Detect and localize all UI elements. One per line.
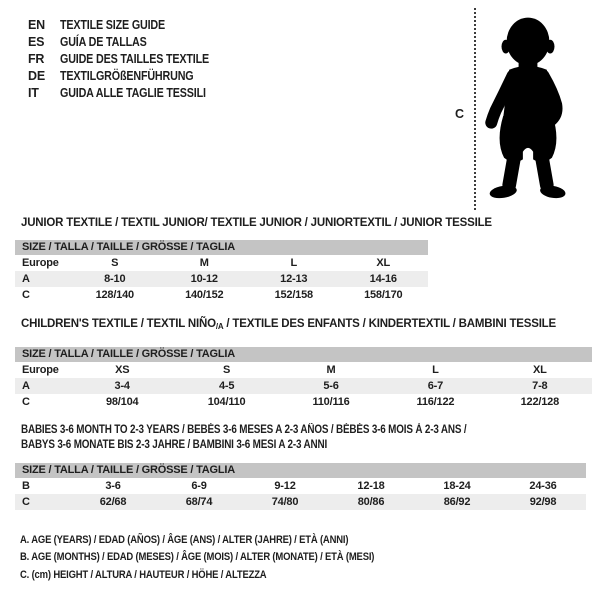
age-cell: 14-16: [369, 273, 397, 285]
legend-line-height-cm: C. (cm) HEIGHT / ALTURA / HAUTEUR / HÖHE / ALTEZZA: [20, 568, 267, 581]
size-cell: S: [223, 364, 231, 376]
children-size-table: [15, 347, 592, 410]
table-row-europe: [15, 362, 592, 378]
age-cell: 6-9: [191, 480, 207, 492]
height-cell: 62/68: [99, 496, 127, 508]
age-cell: 6-7: [427, 380, 444, 392]
language-code: EN: [28, 17, 45, 32]
age-cell: 3-6: [105, 480, 121, 492]
row-label: C: [22, 289, 30, 301]
table-row-age-years: [15, 271, 428, 287]
height-cell: 140/152: [185, 289, 224, 301]
age-cell: 5-6: [323, 380, 339, 392]
height-marker-label: C: [455, 107, 464, 121]
row-label: C: [22, 396, 30, 408]
children-title-subscript: /A: [215, 322, 224, 331]
junior-table-title: [21, 216, 492, 231]
height-cell: 92/98: [529, 496, 557, 508]
height-cell: 104/110: [207, 396, 246, 408]
age-cell: 3-4: [114, 380, 130, 392]
language-row-fr: [28, 50, 233, 67]
row-label: C: [22, 496, 30, 508]
size-cell: L: [432, 364, 439, 376]
size-header-text: SIZE / TALLA / TAILLE / GRÖSSE / TAGLIA: [22, 241, 236, 253]
height-cell: 68/74: [185, 496, 213, 508]
age-cell: 7-8: [532, 380, 548, 392]
junior-table-title-text: JUNIOR TEXTILE / TEXTIL JUNIOR/ TEXTILE JUNIOR / JUNIORTEXTIL / JUNIOR TESSILE: [21, 217, 492, 229]
height-cell: 98/104: [105, 396, 139, 408]
age-cell: 12-13: [280, 273, 308, 285]
size-cell: S: [111, 257, 119, 269]
babies-size-table: [15, 463, 586, 510]
babies-table-title: [21, 423, 539, 453]
size-cell: L: [290, 257, 298, 269]
legend: [20, 532, 432, 584]
baby-silhouette-image: [481, 8, 575, 210]
table-row-age-years: [15, 378, 592, 394]
language-title: GUÍA DE TALLAS: [60, 34, 147, 49]
junior-size-table: [15, 240, 428, 303]
age-cell: 24-36: [529, 480, 557, 492]
row-label: A: [22, 273, 30, 285]
age-cell: 12-18: [357, 480, 385, 492]
language-row-en: [28, 16, 233, 33]
size-header-band: [15, 347, 592, 362]
language-code: DE: [28, 68, 45, 83]
height-cell: 152/158: [274, 289, 313, 301]
size-header-text: SIZE / TALLA / TAILLE / GRÖSSE / TAGLIA: [22, 464, 236, 476]
language-row-it: [28, 84, 233, 101]
size-header-band: [15, 240, 428, 255]
legend-line-age-months: B. AGE (MONTHS) / EDAD (MESES) / ÂGE (MOIS) / ALTER (MONATE) / ETÀ (MESI): [20, 551, 375, 564]
age-cell: 9-12: [274, 480, 296, 492]
age-cell: 10-12: [190, 273, 218, 285]
height-cell: 158/170: [364, 289, 403, 301]
language-code: IT: [28, 85, 39, 100]
language-code: ES: [28, 34, 45, 49]
height-cell: 116/122: [416, 396, 455, 408]
language-code: FR: [28, 51, 45, 66]
height-dotted-line: [474, 8, 476, 210]
height-cell: 122/128: [520, 396, 560, 408]
children-table-title-text: [21, 318, 556, 330]
height-cell: 86/92: [443, 496, 471, 508]
children-title-post: / TEXTILE DES ENFANTS / KINDERTEXTIL / BAMBINI TESSILE: [223, 318, 556, 330]
table-row-height-cm: [15, 394, 592, 410]
row-label: B: [22, 480, 30, 492]
age-cell: 4-5: [218, 380, 235, 392]
table-row-height-cm: [15, 287, 428, 303]
table-row-age-months: [15, 478, 586, 494]
size-cell: XL: [376, 257, 391, 269]
children-table-title: [21, 317, 556, 334]
table-row-europe: [15, 255, 428, 271]
language-title: GUIDA ALLE TAGLIE TESSILI: [60, 85, 206, 100]
table-row-height-cm: [15, 494, 586, 510]
size-cell: XS: [115, 364, 130, 376]
babies-table-title-line2: BABYS 3-6 MONATE BIS 2-3 JAHRE / BAMBINI 3-6 MESI A 2-3 ANNI: [21, 439, 328, 451]
height-cell: 110/116: [312, 396, 350, 408]
age-cell: 8-10: [104, 273, 126, 285]
row-label: Europe: [22, 257, 59, 269]
row-label: Europe: [22, 364, 59, 376]
legend-line-age-years: A. AGE (YEARS) / EDAD (AÑOS) / ÂGE (ANS) / ALTER (JAHRE) / ETÀ (ANNI): [20, 534, 349, 546]
height-cell: 128/140: [95, 289, 134, 301]
size-cell: XL: [533, 364, 547, 376]
size-cell: M: [199, 257, 209, 269]
height-cell: 74/80: [271, 496, 299, 508]
height-cell: 80/86: [357, 496, 385, 508]
babies-table-title-line1: BABIES 3-6 MONTH TO 2-3 YEARS / BEBÉS 3-6 MESES A 2-3 AÑOS / BÉBÉS 3-6 MOIS À 2-3 ANS /: [21, 424, 467, 436]
language-row-de: [28, 67, 233, 84]
age-cell: 18-24: [443, 480, 471, 492]
language-row-es: [28, 33, 233, 50]
size-header-text: SIZE / TALLA / TAILLE / GRÖSSE / TAGLIA: [22, 348, 236, 360]
language-title: TEXTILE SIZE GUIDE: [60, 17, 166, 32]
row-label: A: [22, 380, 30, 392]
language-title: GUIDE DES TAILLES TEXTILE: [60, 51, 210, 66]
children-title-pre: CHILDREN'S TEXTILE / TEXTIL NIÑO: [21, 318, 216, 330]
size-header-band: [15, 463, 586, 478]
language-title-list: [28, 16, 233, 101]
size-cell: M: [326, 364, 336, 376]
language-title: TEXTILGRÖßENFÜHRUNG: [60, 68, 194, 83]
